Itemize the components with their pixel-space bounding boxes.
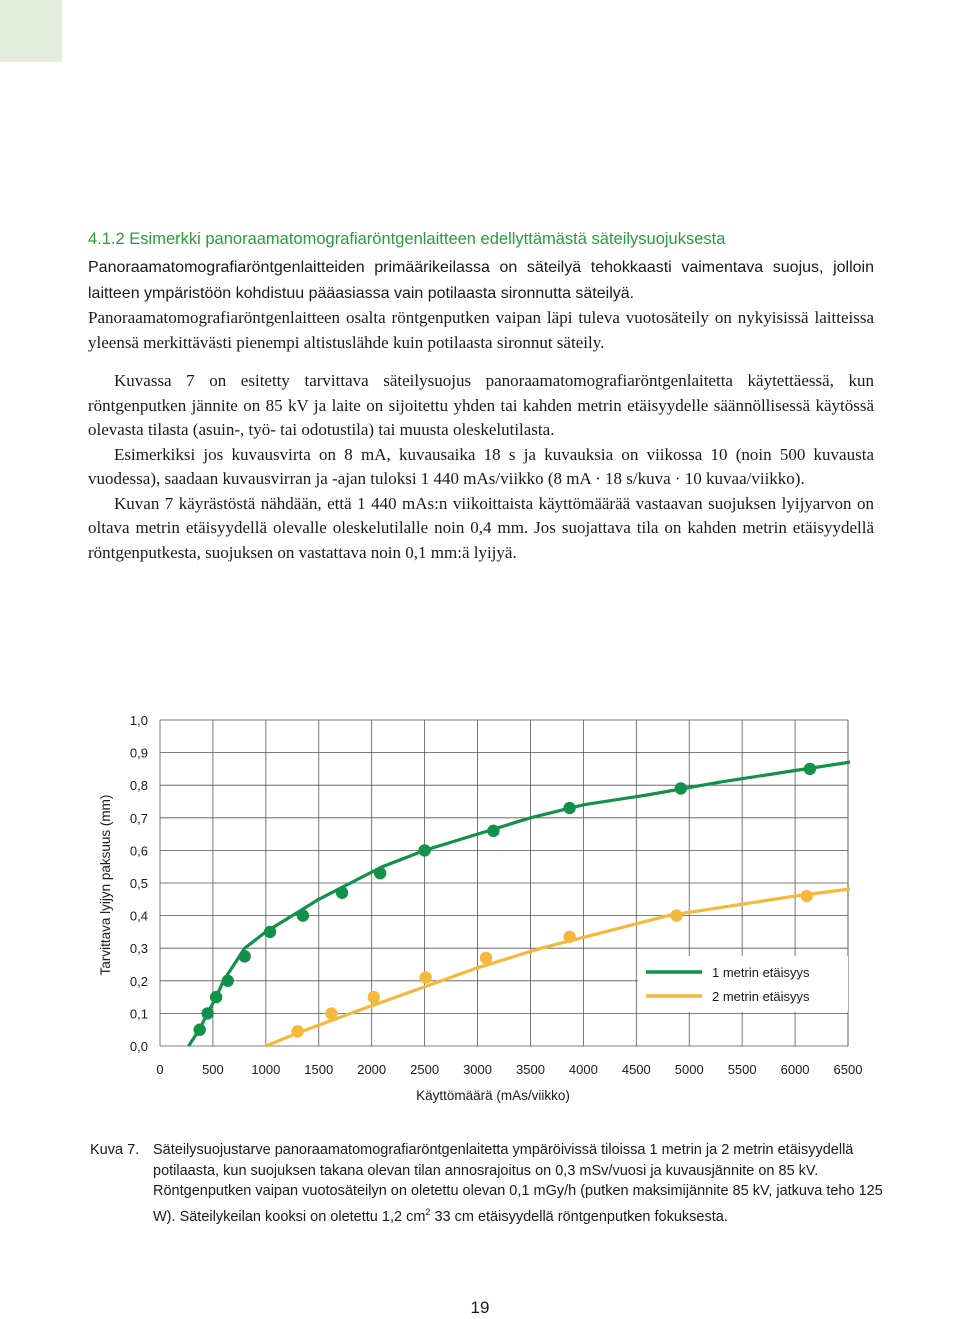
y-tick-label: 0,2 xyxy=(129,973,148,989)
paragraph-3: Kuvassa 7 on esitetty tarvittava säteilysuojus panoraamatomografiaröntgenlaitetta käytettäessä, kun röntgenputken jännite on 85 kV ja laite on sijoitettu yhden tai kahden metrin etäisyydelle säännöllisessä käytössä olevasta tilasta (asuin-, työ- tai odotustila) tai muusta oleskelutilasta. xyxy=(88,371,874,439)
paragraph-4: Esimerkiksi jos kuvausvirta on 8 mA, kuvausaika 18 s ja kuvauksia on viikossa 10 (noin 500 kuvausta vuodessa), saadaan kuvausvirran ja -ajan tuloksi 1 440 mAs/viikko (8 mA · 18 s/kuva · 10 kuvaa/viikko). xyxy=(88,444,874,488)
series-1-marker xyxy=(675,782,687,794)
legend-label-1: 1 metrin etäisyys xyxy=(712,965,810,980)
section-heading: 4.1.2 Esimerkki panoraamatomografiaröntgenlaitteen edellyttämästä säteilysuojuksesta xyxy=(88,230,726,248)
paragraph-1: Panoraamatomografiaröntgenlaitteiden primäärikeilassa on säteilyä tehokkaasti vaimentava suojus, jolloin laitteen ympäristöön kohdistuu pääasiassa vain potilaasta sironnutta säteilyä. xyxy=(88,259,874,302)
y-tick-label: 0,5 xyxy=(129,876,148,891)
x-tick-label: 5500 xyxy=(727,1062,757,1077)
y-tick-label: 0,1 xyxy=(129,1006,148,1022)
series-1-marker xyxy=(264,926,276,938)
series-1-marker xyxy=(374,867,386,879)
x-tick-label: 500 xyxy=(202,1062,224,1077)
series-2-marker xyxy=(563,931,575,943)
y-tick-label: 0,8 xyxy=(129,778,148,794)
legend-label-2: 2 metrin etäisyys xyxy=(712,989,810,1004)
caption-label: Kuva 7. xyxy=(90,1142,140,1158)
x-tick-label: 3000 xyxy=(463,1062,492,1077)
x-tick-label: 6500 xyxy=(833,1062,863,1077)
series-1-marker xyxy=(222,975,234,987)
x-tick-label: 2000 xyxy=(357,1062,387,1077)
x-tick-label: 6000 xyxy=(780,1062,810,1077)
series-1-marker xyxy=(193,1024,205,1036)
body-text-block-1 xyxy=(88,255,874,355)
x-tick-label: 5000 xyxy=(674,1062,704,1077)
series-1-marker xyxy=(804,763,816,775)
y-tick-label: 0,7 xyxy=(129,810,148,826)
series-2-marker xyxy=(368,991,380,1003)
caption-text: Säteilysuojustarve panoraamatomografiaröntgenlaitetta ympäröivissä tiloissa 1 metrin ja 2 metrin etäisyydellä potilaasta, kun suojuksen takana olevan tilan annosrajoitus on 0,3 mSv/vuosi ja kuvausjännite on 85 kV. Röntgenputken vaipan vuotosäteilyn on oletettu olevan 0,1 mGy/h (putken maksimijännite 85 kV, jatkuva teho 125 W). Säteilykeilan kooksi on oletettu 1,2 $cm^2$ 33 cm etäisyydellä röntgenputken fokuksesta. xyxy=(153,1142,883,1225)
x-tick-label: 4500 xyxy=(621,1062,651,1077)
series-2-marker xyxy=(801,890,813,902)
paragraph-2: Panoraamatomografiaröntgenlaitteen osalta röntgenputken vaipan läpi tuleva vuotosäteily on nykyisissä laitteissa yleensä merkittävästi pienempi altistuslähde kuin potilaasta sironnut säteily. xyxy=(88,308,874,352)
y-tick-label: 0,4 xyxy=(129,908,148,924)
series-1-marker xyxy=(336,887,348,899)
page-number: 19 xyxy=(470,1298,490,1317)
series-1-marker xyxy=(201,1007,213,1019)
series-1-marker xyxy=(418,844,430,856)
y-tick-label: 0,0 xyxy=(129,1039,148,1054)
x-tick-label: 1000 xyxy=(251,1062,281,1077)
x-tick-label: 1500 xyxy=(304,1062,334,1077)
series-1-marker xyxy=(487,825,499,837)
series-2-marker xyxy=(325,1007,337,1019)
y-axis-label: Tarvittava lyijyn paksuus (mm) xyxy=(98,794,113,976)
corner-tab xyxy=(0,0,62,62)
y-tick-label: 0,9 xyxy=(129,745,148,761)
series-1-marker xyxy=(297,909,309,921)
series-2-marker xyxy=(419,971,431,983)
y-tick-label: 0,6 xyxy=(129,843,148,859)
series-2-marker xyxy=(670,909,682,921)
y-tick-label: 0,3 xyxy=(129,941,148,957)
shielding-chart xyxy=(90,700,870,1120)
series-1-marker xyxy=(210,991,222,1003)
series-2-marker xyxy=(480,952,492,964)
body-text-block-2 xyxy=(88,369,874,565)
series-1-marker xyxy=(238,950,250,962)
x-axis-label: Käyttömäärä (mAs/viikko) xyxy=(416,1088,570,1103)
x-tick-label: 2500 xyxy=(410,1062,440,1077)
x-tick-label: 0 xyxy=(156,1062,164,1077)
paragraph-5: Kuvan 7 käyrästöstä nähdään, että 1 440 mAs:n viikoittaista käyttömäärää vastaavan suojuksen lyijyarvon on oltava metrin etäisyydellä olevalle oleskelutilalle noin 0,4 mm. Jos suojattava tila on kahden metrin etäisyydellä röntgenputkesta, suojuksen on vastattava noin 0,1 mm:ä lyijyä. xyxy=(88,493,874,562)
y-tick-label: 1,0 xyxy=(129,713,148,728)
series-1-marker xyxy=(563,802,575,814)
x-tick-label: 4000 xyxy=(568,1062,598,1077)
x-tick-label: 3500 xyxy=(516,1062,545,1077)
series-2-marker xyxy=(291,1025,303,1037)
chart-svg xyxy=(90,700,870,1120)
